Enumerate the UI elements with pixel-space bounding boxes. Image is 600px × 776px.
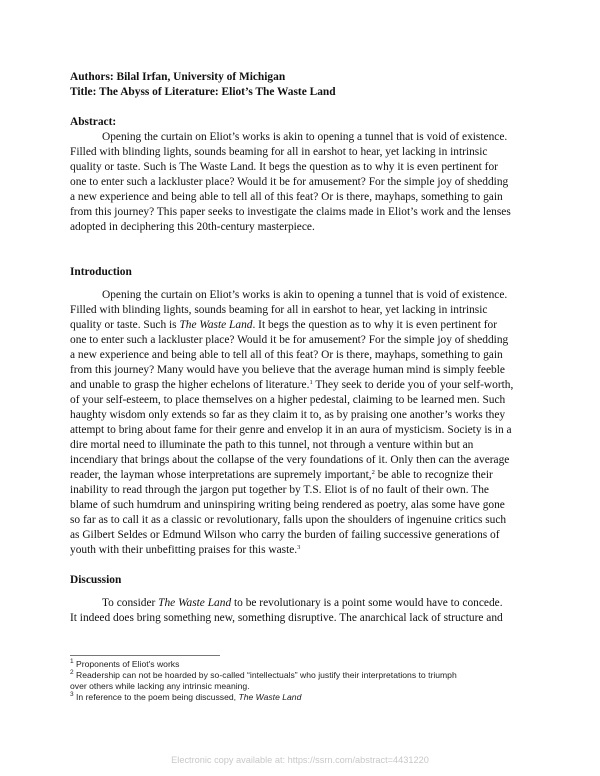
abstract-line: quality or taste. Such is The Waste Land. It begs the question as to why it is even pertinent for <box>70 161 498 173</box>
footnote-2-cont: over others while lacking any intrinsic meaning. <box>70 681 250 691</box>
intro-line: Filled with blinding lights, sounds beaming for all in earshot to hear, yet lacking in intrinsic <box>70 304 488 316</box>
intro-line: attempt to bring about fame for their genre and envelop it in an aura of mysticism. Society is in a <box>70 424 512 436</box>
intro-line: one to enter such a lackluster place? Would it be for amusement? For the simple joy of shedding <box>70 334 509 346</box>
footnote-ref[interactable]: 2 <box>371 469 375 476</box>
intro-line: of your self-esteem, to place themselves on a higher pedestal, claiming to be learned men. Such <box>70 394 506 406</box>
footnote-ref[interactable]: 1 <box>309 379 313 386</box>
introduction-heading: Introduction <box>70 266 132 278</box>
footnote-1: $^1$ Proponents of Eliot's works <box>70 658 180 669</box>
intro-line: reader, the layman whose interpretations are supremely important,$^2$ be able to recognize their <box>70 469 493 481</box>
abstract-line: Opening the curtain on Eliot’s works is akin to opening a tunnel that is void of existence. <box>102 131 508 143</box>
intro-line: haughty wisdom only extends so far as they claim it to, as by praising one another’s works they <box>70 409 506 421</box>
abstract-line: a new experience and being able to tell all of this feat? Or is there, mayhaps, something to gain <box>70 191 503 203</box>
authors-line: Authors: Bilal Irfan, University of Michigan <box>70 71 286 83</box>
discussion-line: To consider The Waste Land to be revolutionary is a point some would have to concede. <box>102 597 503 609</box>
abstract-line: adopted in deciphering this 20th-century masterpiece. <box>70 221 315 233</box>
italic-title: The Waste Land <box>158 597 232 609</box>
abstract-line: from this journey? This paper seeks to investigate the claims made in Eliot’s work and the lenses <box>70 206 511 218</box>
discussion-heading: Discussion <box>70 574 122 586</box>
discussion-body <box>70 596 530 626</box>
italic-title: The Waste Land <box>179 319 253 331</box>
intro-line: youth with their unbefitting praises for this waste.$^3$ <box>70 544 301 556</box>
intro-line: so far as to call it as a classic or revolutionary, falls upon the shoulders of ingenuine critics such <box>70 514 507 526</box>
footnote-3: $^3$ In reference to the poem being discussed, The Waste Land <box>70 691 302 702</box>
abstract-line: one to enter such a lackluster place? Would it be for amusement? For the simple joy of shedding <box>70 176 509 188</box>
intro-line: Opening the curtain on Eliot’s works is akin to opening a tunnel that is void of existence. <box>102 289 508 301</box>
intro-line: inability to read through the jargon put together by T.S. Eliot is of no fault of their own. The <box>70 484 489 496</box>
discussion-line: It indeed does bring something new, something disruptive. The anarchical lack of structure and <box>70 612 503 624</box>
footnote-divider <box>70 655 220 656</box>
intro-line: incendiary that brings about the collapse of the very foundations of it. Only then can the average <box>70 454 510 466</box>
ssrn-footer: Electronic copy available at: https://ssrn.com/abstract=4431220 <box>171 755 429 765</box>
intro-line: blame of such humdrum and uninspiring writing being rendered as poetry, alas some have gone <box>70 499 505 511</box>
intro-line: quality or taste. Such is The Waste Land. It begs the question as to why it is even pertinent for <box>70 319 498 331</box>
footnote-ref[interactable]: 3 <box>297 544 301 551</box>
paper-title: Title: The Abyss of Literature: Eliot’s The Waste Land <box>70 86 336 98</box>
intro-line: dire mortal need to illuminate the path to this tunnel, not through a venture within but an <box>70 439 474 451</box>
abstract-line: Filled with blinding lights, sounds beaming for all in earshot to hear, yet lacking in intrinsic <box>70 146 488 158</box>
abstract-heading: Abstract: <box>70 116 117 128</box>
intro-line: and unable to grasp the higher echelons of literature.$^1$ They seek to deride you of your self-worth, <box>70 379 514 391</box>
intro-line: from this journey? Many would have you believe that the average human mind is simply feeble <box>70 364 505 376</box>
abstract-body <box>70 130 530 235</box>
paper-page <box>70 70 530 626</box>
footnote-2: $^2$ Readership can not be hoarded by so-called “intellectuals” who justify their interpretations to triumph <box>70 669 457 680</box>
introduction-body <box>70 288 530 558</box>
intro-line: as Gilbert Seldes or Edmund Wilson who carry the burden of failing successive generations of <box>70 529 500 541</box>
intro-line: a new experience and being able to tell all of this feat? Or is there, mayhaps, something to gain <box>70 349 503 361</box>
